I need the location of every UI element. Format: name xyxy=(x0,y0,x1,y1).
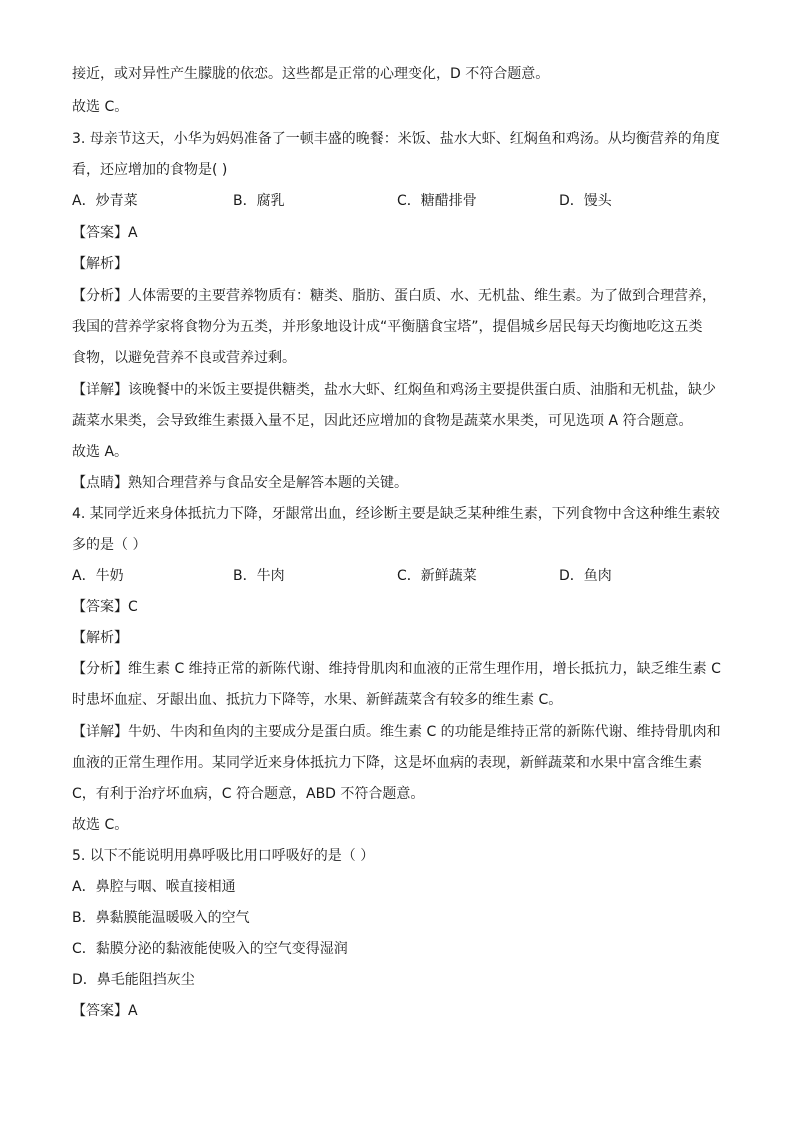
answer-label: 【答案】A xyxy=(72,225,138,241)
question-3-stem-cont: 看，还应增加的食物是( ) xyxy=(72,162,228,178)
analysis-label: 【解析】 xyxy=(72,630,128,646)
question-4-options xyxy=(72,566,722,586)
option-b: B．腐乳 xyxy=(233,193,285,209)
conclusion-text: 故选 C。 xyxy=(72,817,129,833)
text-line: 故选 C。 xyxy=(72,99,129,115)
option-c: C．糖醋排骨 xyxy=(397,193,477,209)
option-a: A．炒青菜 xyxy=(72,193,138,209)
analysis-text: 时患坏血症、牙龈出血、抵抗力下降等，水果、新鲜蔬菜含有较多的维生素 C。 xyxy=(72,692,563,708)
explanation-text: 蔬菜水果类，会导致维生素摄入量不足，因此还应增加的食物是蔬菜水果类，可见选项 A 符合题意。 xyxy=(72,413,693,429)
analysis-label: 【解析】 xyxy=(72,256,128,272)
explanation-text: 【详解】牛奶、牛肉和鱼肉的主要成分是蛋白质。维生素 C 的功能是维持正常的新陈代谢、维持骨肌肉和 xyxy=(72,724,721,740)
answer-label: 【答案】A xyxy=(72,1003,138,1019)
option-d: D．鱼肉 xyxy=(559,568,612,584)
text-line: 接近，或对异性产生朦胧的依恋。这些都是正常的心理变化，D 不符合题意。 xyxy=(72,66,550,82)
question-3-stem: 3. 母亲节这天，小华为妈妈准备了一顿丰盛的晚餐：米饭、盐水大虾、红焖鱼和鸡汤。从均衡营养的角度 xyxy=(72,131,720,147)
option-d: D．鼻毛能阻挡灰尘 xyxy=(72,972,195,988)
option-d: D．馒头 xyxy=(559,193,612,209)
question-4-stem: 4. 某同学近来身体抵抗力下降，牙龈常出血，经诊断主要是缺乏某种维生素，下列食物中含这种维生素较 xyxy=(72,506,720,522)
question-4-stem-cont: 多的是（ ） xyxy=(72,537,147,553)
analysis-text: 【分析】人体需要的主要营养物质有：糖类、脂肪、蛋白质、水、无机盐、维生素。为了做到合理营养， xyxy=(72,288,716,304)
analysis-text: 我国的营养学家将食物分为五类，并形象地设计成“平衡膳食宝塔”，提倡城乡居民每天均衡地吃这五类 xyxy=(72,319,703,335)
explanation-text: C，有利于治疗坏血病，C 符合题意，ABD 不符合题意。 xyxy=(72,786,425,802)
answer-label: 【答案】C xyxy=(72,599,138,615)
analysis-text: 【分析】维生素 C 维持正常的新陈代谢、维持骨肌肉和血液的正常生理作用，增长抵抗力，缺乏维生素 C xyxy=(72,661,721,677)
option-c: C．新鲜蔬菜 xyxy=(397,568,477,584)
explanation-text: 血液的正常生理作用。某同学近来身体抵抗力下降，这是坏血病的表现，新鲜蔬菜和水果中富含维生素 xyxy=(72,755,702,771)
option-c: C．黏膜分泌的黏液能使吸入的空气变得湿润 xyxy=(72,941,348,957)
question-5-stem: 5. 以下不能说明用鼻呼吸比用口呼吸好的是（ ） xyxy=(72,848,375,864)
question-3-options xyxy=(72,191,722,211)
option-b: B．鼻黏膜能温暖吸入的空气 xyxy=(72,910,250,926)
option-b: B．牛肉 xyxy=(233,568,285,584)
option-a: A．鼻腔与咽、喉直接相通 xyxy=(72,879,236,895)
key-point-text: 【点睛】熟知合理营养与食品安全是解答本题的关键。 xyxy=(72,475,408,491)
option-a: A．牛奶 xyxy=(72,568,124,584)
explanation-text: 【详解】该晚餐中的米饭主要提供糖类，盐水大虾、红焖鱼和鸡汤主要提供蛋白质、油脂和无机盐，缺少 xyxy=(72,382,716,398)
conclusion-text: 故选 A。 xyxy=(72,444,129,460)
analysis-text: 食物，以避免营养不良或营养过剩。 xyxy=(72,350,296,366)
